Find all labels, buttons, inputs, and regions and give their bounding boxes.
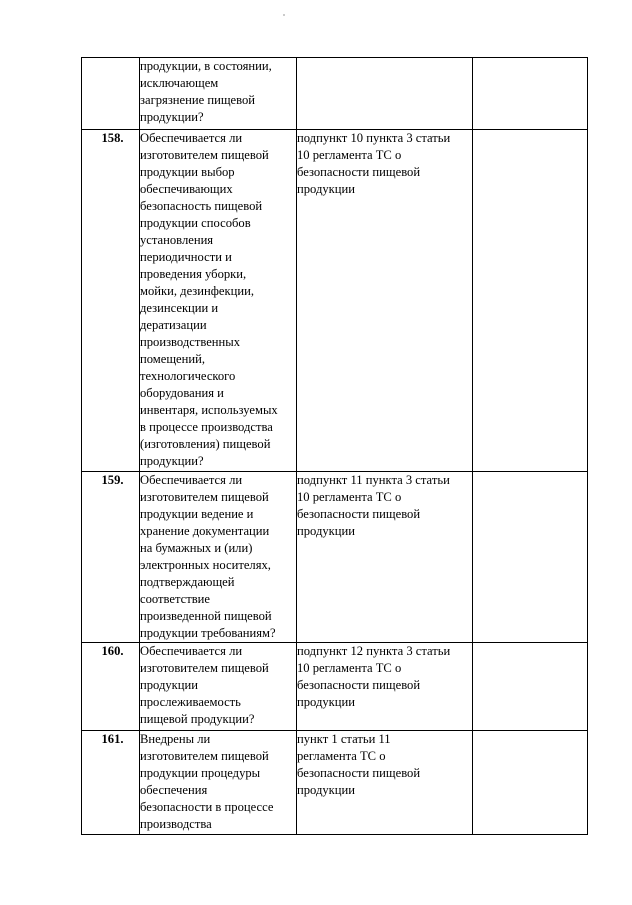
reference-line: подпункт 12 пункта 3 статьи [297, 644, 451, 658]
reference-line: безопасности пищевой [297, 165, 421, 179]
reference-line: продукции [297, 695, 356, 709]
question-line: электронных носителях, [140, 558, 271, 572]
question-line: продукции? [140, 454, 204, 468]
row-number-cell [82, 731, 140, 835]
question-cell [140, 731, 297, 835]
reference-line: 10 регламента ТС о [297, 661, 402, 675]
question-line: хранение документации [140, 524, 270, 538]
question-line: продукции? [140, 110, 204, 124]
question-line: загрязнение пищевой [140, 93, 256, 107]
question-line: изготовителем пищевой [140, 490, 269, 504]
note-cell [473, 731, 588, 835]
question-line: оборудования и [140, 386, 224, 400]
table-row [82, 731, 588, 835]
question-line: продукции процедуры [140, 766, 261, 780]
question-line: исключающем [140, 76, 219, 90]
row-number: 158. [101, 131, 124, 145]
question-line: дератизации [140, 318, 207, 332]
row-number-cell [82, 58, 140, 130]
checklist-table [81, 57, 588, 835]
row-number-cell [82, 643, 140, 731]
question-line: прослеживаемость [140, 695, 241, 709]
question-cell [140, 472, 297, 643]
table-row [82, 643, 588, 731]
note-cell [473, 58, 588, 130]
reference-line: 10 регламента ТС о [297, 490, 402, 504]
question-line: производственных [140, 335, 241, 349]
reference-cell [297, 731, 473, 835]
row-number: 159. [101, 473, 124, 487]
question-line: помещений, [140, 352, 206, 366]
question-cell [140, 58, 297, 130]
question-line: изготовителем пищевой [140, 148, 269, 162]
question-line: (изготовления) пищевой [140, 437, 271, 451]
question-line: Внедрены ли [140, 732, 211, 746]
question-line: подтверждающей [140, 575, 235, 589]
question-line: мойки, дезинфекции, [140, 284, 255, 298]
question-line: дезинсекции и [140, 301, 219, 315]
table-row [82, 472, 588, 643]
question-line: продукции требованиям? [140, 626, 276, 640]
row-number-cell [82, 130, 140, 472]
reference-cell [297, 643, 473, 731]
note-cell [473, 130, 588, 472]
question-cell [140, 130, 297, 472]
table-row [82, 130, 588, 472]
question-line: на бумажных и (или) [140, 541, 253, 555]
reference-line: продукции [297, 783, 356, 797]
question-line: обеспечивающих [140, 182, 233, 196]
question-line: изготовителем пищевой [140, 661, 269, 675]
reference-line: подпункт 11 пункта 3 статьи [297, 473, 450, 487]
reference-line: подпункт 10 пункта 3 статьи [297, 131, 451, 145]
question-line: изготовителем пищевой [140, 749, 269, 763]
question-line: продукции способов [140, 216, 251, 230]
note-cell [473, 472, 588, 643]
question-line: установления [140, 233, 214, 247]
question-line: безопасность пищевой [140, 199, 263, 213]
reference-line: 10 регламента ТС о [297, 148, 402, 162]
table-row [82, 58, 588, 130]
question-line: пищевой продукции? [140, 712, 255, 726]
question-line: Обеспечивается ли [140, 644, 243, 658]
note-cell [473, 643, 588, 731]
reference-line: продукции [297, 524, 356, 538]
question-line: проведения уборки, [140, 267, 247, 281]
row-number-cell [82, 472, 140, 643]
reference-line: регламента ТС о [297, 749, 386, 763]
question-line: произведенной пищевой [140, 609, 272, 623]
question-line: продукции ведение и [140, 507, 254, 521]
scan-artifact [283, 14, 285, 16]
question-line: соответствие [140, 592, 211, 606]
question-line: продукции, в состоянии, [140, 59, 272, 73]
question-line: продукции [140, 678, 199, 692]
row-number: 160. [101, 644, 124, 658]
row-number: 161. [101, 732, 124, 746]
reference-line: пункт 1 статьи 11 [297, 732, 391, 746]
question-line: инвентаря, используемых [140, 403, 278, 417]
question-line: продукции выбор [140, 165, 235, 179]
reference-cell [297, 472, 473, 643]
reference-cell [297, 58, 473, 130]
question-line: обеспечения [140, 783, 208, 797]
reference-cell [297, 130, 473, 472]
question-line: Обеспечивается ли [140, 131, 243, 145]
question-line: Обеспечивается ли [140, 473, 243, 487]
question-line: технологического [140, 369, 236, 383]
reference-line: безопасности пищевой [297, 507, 421, 521]
reference-line: продукции [297, 182, 356, 196]
question-cell [140, 643, 297, 731]
question-line: производства [140, 817, 212, 831]
question-line: периодичности и [140, 250, 232, 264]
checklist-body [82, 58, 588, 835]
reference-line: безопасности пищевой [297, 678, 421, 692]
question-line: безопасности в процессе [140, 800, 274, 814]
question-line: в процессе производства [140, 420, 273, 434]
reference-line: безопасности пищевой [297, 766, 421, 780]
